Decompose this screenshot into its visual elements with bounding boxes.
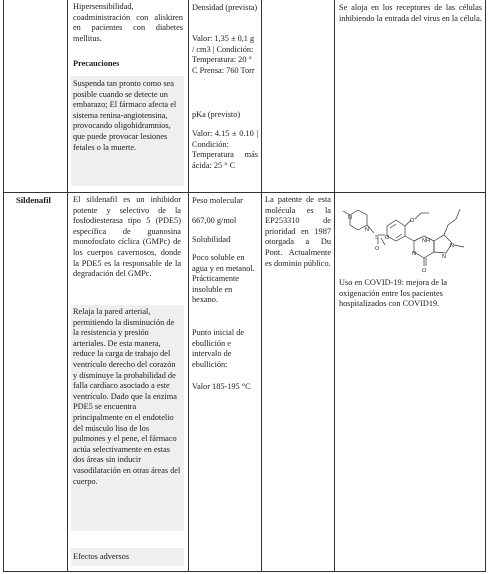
row1-properties-cell xyxy=(191,0,259,190)
relaxation-block xyxy=(71,305,184,531)
row2-mechanism-cell xyxy=(71,195,184,569)
atom-label: O xyxy=(385,235,390,241)
column-divider xyxy=(188,0,189,572)
boiling-point-label: Punto inicial de ebullición e intervalo de ebullición: xyxy=(192,328,245,369)
row1-effects-cell xyxy=(71,0,184,190)
row-divider xyxy=(3,192,486,193)
patent-text: La patente de esta molécula es la EP253310 de prioridad en 1987 otorgada a Du Pont. Actualmente es dominio público. xyxy=(265,195,331,268)
atom-label: O xyxy=(375,246,380,252)
density-label: Densidad (prevista) xyxy=(192,3,258,12)
atom-label: O xyxy=(422,268,427,274)
column-divider xyxy=(334,0,335,572)
precautions-block xyxy=(71,76,184,186)
drug-name: Sildenafil xyxy=(16,195,51,205)
row2-name-cell xyxy=(6,195,65,215)
row2-use-cell xyxy=(338,195,483,569)
adverse-effects-block xyxy=(71,548,184,566)
sildenafil-structure-diagram xyxy=(338,195,483,275)
molecular-weight-label: Peso molecular xyxy=(192,196,243,205)
table-border-right xyxy=(485,0,486,572)
atom-label: N xyxy=(365,227,369,233)
atom-label: N xyxy=(348,215,352,221)
row1-use-cell xyxy=(338,0,483,60)
row2-patent-cell xyxy=(264,195,332,315)
solubility-text: Poco soluble en agua y en metanol. Prácticamente insoluble en hexano. xyxy=(192,253,255,305)
precautions-text: Suspenda tan pronto como sea posible cuando se detecte un embarazo; El fármaco afecta el sistema renina-angiotensina, provocando oligohidramnios, que puede provocar lesiones fetales o la muerte. xyxy=(73,79,177,152)
atom-label: N xyxy=(412,251,416,257)
column-divider xyxy=(261,0,262,572)
precautions-heading: Precauciones xyxy=(73,59,120,68)
row2-use-text: Uso en COVID-19: mejora de la oxigenación entre los pacientes hospitalizados con COVID19. xyxy=(339,278,448,309)
pka-label: pKa (previsto) xyxy=(192,110,241,119)
solubility-label: Solubilidad xyxy=(192,235,231,244)
atom-label: S xyxy=(375,235,379,241)
adverse-effects-heading: Efectos adversos xyxy=(73,552,129,561)
atom-label: NH xyxy=(422,238,430,244)
relaxation-text: Relaja la pared arterial, permitiendo la disminución de la resistencia y presión arteriales. De esta manera, reduce la carga de trabajo del ventrículo derecho del corazón y disminuye la probabilidad de falla cardíaco asociado a este ventrículo. Dado que la enzima PDE5 se encuentra principalmente en el endotelio del músculo liso de los pulmones y el pene, el fármaco actúa selectivamente en estas dos áreas sin inducir vasodilatación en otras áreas del cuerpo. xyxy=(73,307,181,486)
row2-properties-cell xyxy=(191,195,259,569)
atom-label: O xyxy=(410,218,415,224)
table-border-bottom xyxy=(3,571,486,572)
contraindications-text: Hipersensibilidad, coadministración con aliskiren en pacientes con diabetes mellitus. xyxy=(73,2,183,43)
column-divider xyxy=(67,0,68,572)
density-value: Valor: 1,35 ± 0,1 g / cm3 | Condición: Temperatura: 20 ° C Prensa: 760 Torr xyxy=(192,34,255,75)
atom-label: N xyxy=(450,243,454,249)
row1-use-text: Se aloja en los receptores de las células inhibiendo la entrada del virus en la célula. xyxy=(339,3,482,23)
pka-value: Valor: 4.15 ± 0.10 | Condición: Temperatura más ácida: 25 ° C xyxy=(192,129,258,170)
table-border-left xyxy=(3,0,4,572)
atom-label: N xyxy=(442,254,446,260)
molecular-weight-value: 667,00 g/mol xyxy=(192,216,237,225)
mechanism-text: El sildenafil es un inhibidor potente y selectivo de la fosfodiesterasa tipo 5 (PDE5) específica de guanosina monofosfato cíclica (GMPc) de los cuerpos cavernosos, donde la PDE5 es la responsable de la degradación del GMPc. xyxy=(73,195,181,279)
boiling-point-value: Valor 185-195 °C xyxy=(192,382,251,391)
